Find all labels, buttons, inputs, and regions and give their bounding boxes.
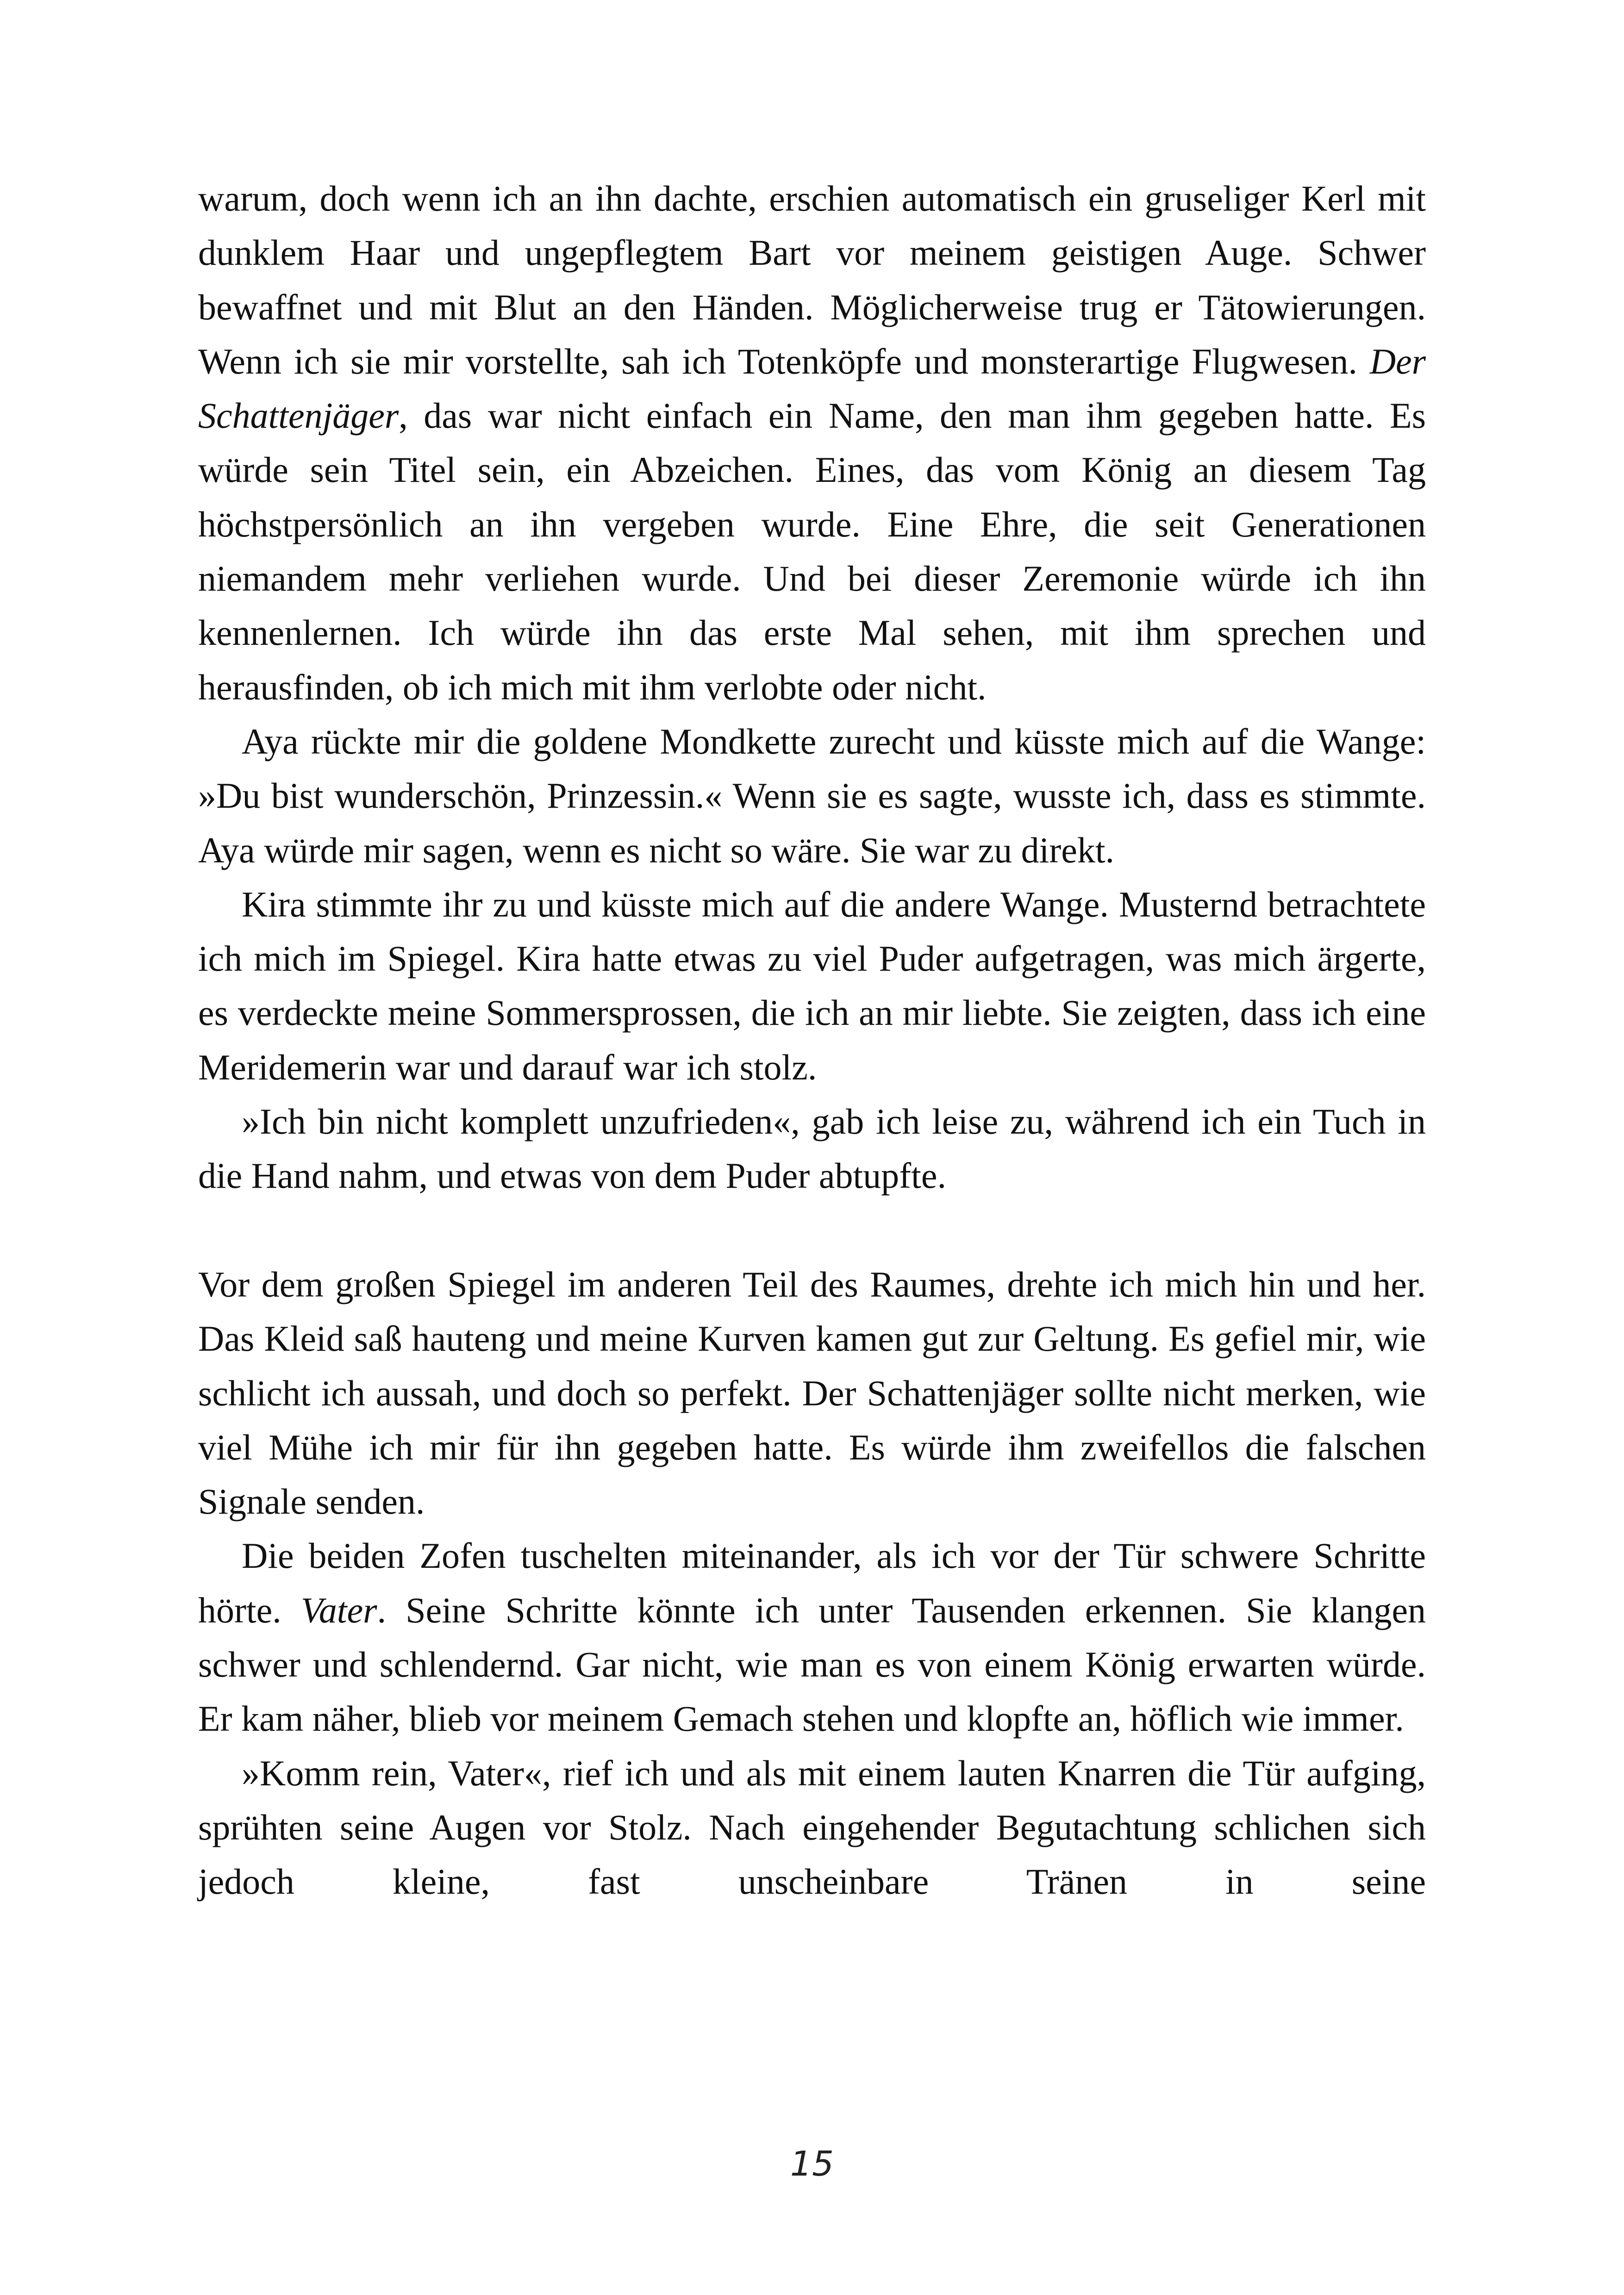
body-text xyxy=(198,171,1426,1909)
section-break xyxy=(198,1203,1426,1257)
paragraph-3: Kira stimmte ihr zu und küsste mich auf die andere Wange. Musternd betrachtete ich mich im Spiegel. Kira hatte etwas zu viel Puder aufgetragen, was mich ärgerte, es verdeckte meine Sommersprossen, die ich an mir liebte. Sie zeigten, dass ich eine Meridemerin war und darauf war ich stolz. xyxy=(198,884,1426,1087)
emphasis-vater: Vater xyxy=(300,1590,377,1630)
paragraph-2: Aya rückte mir die goldene Mondkette zurecht und küsste mich auf die Wange: »Du bist wunderschön, Prinzessin.« Wenn sie es sagte, wusste ich, dass es stimmte. Aya würde mir sagen, wenn es nicht so wäre. Sie war zu direkt. xyxy=(198,721,1426,870)
paragraph-6: Die beiden Zofen tuschelten miteinander, als ich vor der Tür schwere Schritte hörte. Vater. Seine Schritte könnte ich unter Tausenden erkennen. Sie klangen schwer und schlendernd. Gar nicht, wie man es von einem König erwarten würde. Er kam näher, blieb vor meinem Gemach stehen und klopfte an, höflich wie immer. xyxy=(198,1535,1426,1739)
paragraph-7: »Komm rein, Vater«, rief ich und als mit einem lauten Knarren die Tür aufging, sprühten seine Augen vor Stolz. Nach eingehender Begutachtung schlichen sich jedoch kleine, fast unscheinbare Tränen in seine xyxy=(198,1752,1426,1902)
paragraph-1: warum, doch wenn ich an ihn dachte, erschien automatisch ein gruseliger Kerl mit dunklem Haar und ungepflegtem Bart vor meinem geistigen Auge. Schwer bewaffnet und mit Blut an den Händen. Möglicherweise trug er Tätowierungen. Wenn ich sie mir vorstellte, sah ich Totenköpfe und monsterartige Flugwesen. Der Schattenjäger, das war nicht einfach ein Name, den man ihm gegeben hatte. Es würde sein Titel sein, ein Abzeichen. Eines, das vom König an diesem Tag höchstpersönlich an ihn vergeben wurde. Eine Ehre, die seit Generationen niemandem mehr verliehen wurde. Und bei dieser Zeremonie würde ich ihn kennenlernen. Ich würde ihn das erste Mal sehen, mit ihm sprechen und herausfinden, ob ich mich mit ihm verlobte oder nicht. xyxy=(198,178,1426,707)
paragraph-4: »Ich bin nicht komplett unzufrieden«, gab ich leise zu, während ich ein Tuch in die Hand nahm, und etwas von dem Puder abtupfte. xyxy=(198,1101,1426,1196)
page-number: 15 xyxy=(790,2144,834,2184)
emphasis-der-schattenjaeger: Der Schattenjäger xyxy=(198,341,1426,436)
paragraph-5: Vor dem großen Spiegel im anderen Teil des Raumes, drehte ich mich hin und her. Das Kleid saß hauteng und meine Kurven kamen gut zur Geltung. Es gefiel mir, wie schlicht ich aussah, und doch so perfekt. Der Schattenjäger sollte nicht merken, wie viel Mühe ich mir für ihn gegeben hatte. Es würde ihm zweifellos die falschen Signale senden. xyxy=(198,1264,1426,1522)
